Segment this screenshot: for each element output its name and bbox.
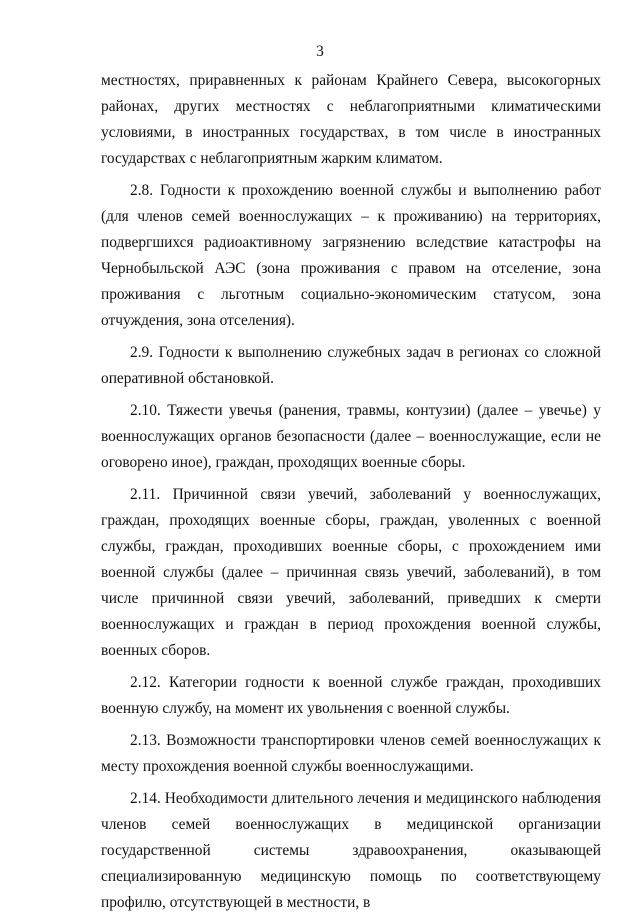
paragraph-continuation: местностях, приравненных к районам Крайнего Севера, высокогорных районах, других местностях с неблагоприятными климатическими условиями, в иностранных государствах, в том числе в иностранных государствах с неблагоприятным жарким климатом. — [101, 72, 601, 167]
paragraph-2-9: 2.9. Годности к выполнению служебных задач в регионах со сложной оперативной обстановкой. — [101, 344, 601, 387]
page-number: 3 — [316, 43, 324, 60]
paragraph-2-12: 2.12. Категории годности к военной службе граждан, проходивших военную службу, на момент их увольнения с военной службы. — [101, 674, 601, 717]
paragraph-2-13: 2.13. Возможности транспортировки членов семей военнослужащих к месту прохождения военной службы военнослужащими. — [101, 732, 601, 775]
paragraph-2-11: 2.11. Причинной связи увечий, заболеваний у военнослужащих, граждан, проходящих военные сборы, граждан, уволенных с военной службы, граждан, проходивших военные сборы, с прохождением ими военной службы (далее – причинная связь увечий, заболеваний), в том числе причинной связи увечий, заболеваний, приведших к смерти военнослужащих и граждан в период прохождения военной службы, военных сборов. — [101, 486, 601, 659]
document-body — [101, 68, 601, 916]
paragraph-2-8: 2.8. Годности к прохождению военной службы и выполнению работ (для членов семей военнослужащих – к проживанию) на территориях, подвергшихся радиоактивному загрязнению вследствие катастрофы на Чернобыльской АЭС (зона проживания с правом на отселение, зона проживания с льготным социально-экономическим статусом, зона отчуждения, зона отселения). — [101, 182, 601, 329]
paragraph-2-10: 2.10. Тяжести увечья (ранения, травмы, контузии) (далее – увечье) у военнослужащих органов безопасности (далее – военнослужащие, если не оговорено иное), граждан, проходящих военные сборы. — [101, 402, 601, 471]
paragraph-2-14: 2.14. Необходимости длительного лечения и медицинского наблюдения членов семей военнослужащих в медицинской организации государственной системы здравоохранения, оказывающей специализированную медицинскую помощь по соответствующему профилю, отсутствующей в местности, в — [101, 790, 601, 911]
